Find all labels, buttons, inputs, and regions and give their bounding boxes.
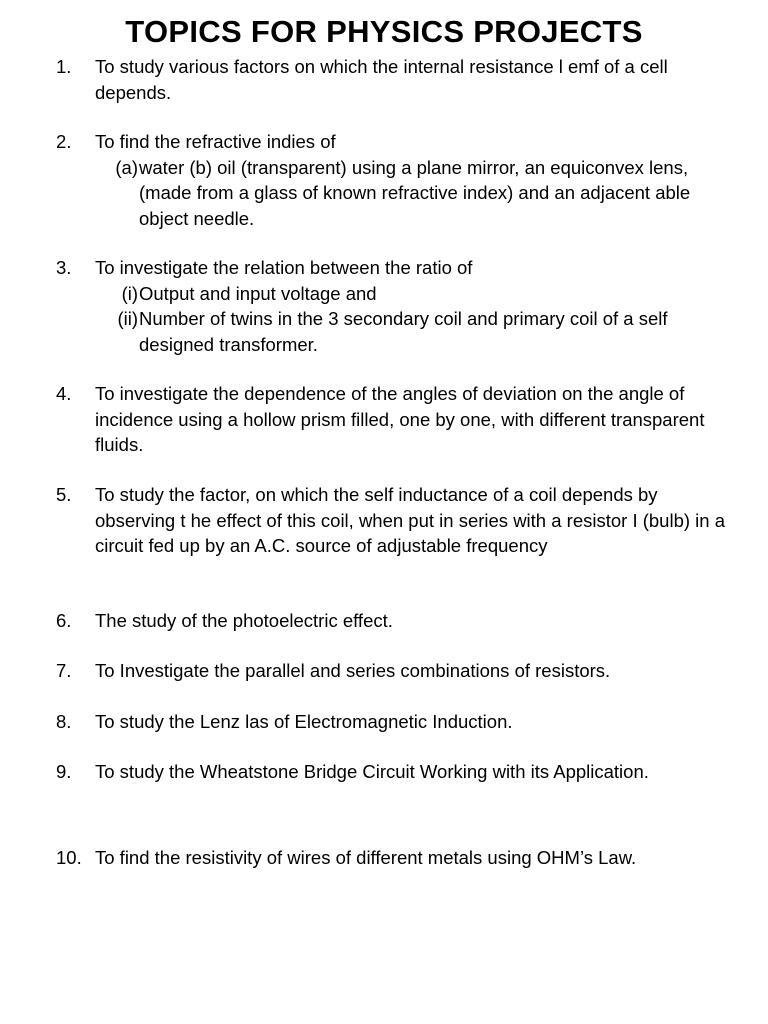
topic-number: 3.: [56, 257, 72, 278]
subitem-text: water (b) oil (transparent) using a plane mirror, an equiconvex lens, (made from a glass of known refractive index) and an adjacent able object needle.: [139, 156, 691, 229]
topic-number: 10.: [56, 847, 82, 868]
topic-text: To study the Wheatstone Bridge Circuit Working with its Application.: [95, 761, 649, 782]
topic-text: To Investigate the parallel and series combinations of resistors.: [95, 660, 611, 681]
topic-number: 2.: [56, 131, 72, 152]
page-title: TOPICS FOR PHYSICS PROJECTS: [125, 14, 643, 49]
topic-number: 4.: [56, 383, 72, 404]
subitem-text: Output and input voltage and: [139, 282, 377, 304]
subitem-label: (i): [121, 282, 138, 304]
topic-number: 7.: [56, 660, 72, 681]
topic-number: 8.: [56, 711, 72, 732]
topic-number: 9.: [56, 761, 72, 782]
topic-text: To investigate the dependence of the angles of deviation on the angle of incidence using a hollow prism filled, one by one, with different transparent fluids.: [95, 383, 705, 455]
topic-text: To study various factors on which the internal resistance l emf of a cell depends.: [95, 56, 668, 103]
topic-text: To find the resistivity of wires of different metals using OHM’s Law.: [95, 847, 637, 868]
topic-text: To study the factor, on which the self inductance of a coil depends by observing t he effect of this coil, when put in series with a resistor I (bulb) in a circuit fed up by an A.C. source of adjustable frequency: [95, 484, 725, 556]
topic-text: To find the refractive indies of: [95, 131, 336, 152]
topic-text: The study of the photoelectric effect.: [95, 610, 393, 631]
subitem-label: (a): [115, 156, 138, 178]
subitem-text: Number of twins in the 3 secondary coil and primary coil of a self designed transformer.: [139, 308, 668, 355]
topic-number: 6.: [56, 610, 72, 631]
topic-text: To investigate the relation between the ratio of: [95, 257, 473, 278]
topic-number: 5.: [56, 484, 72, 505]
topic-number: 1.: [56, 56, 72, 77]
subitem-label: (ii): [117, 308, 138, 329]
topic-text: To study the Lenz las of Electromagnetic Induction.: [95, 711, 513, 732]
